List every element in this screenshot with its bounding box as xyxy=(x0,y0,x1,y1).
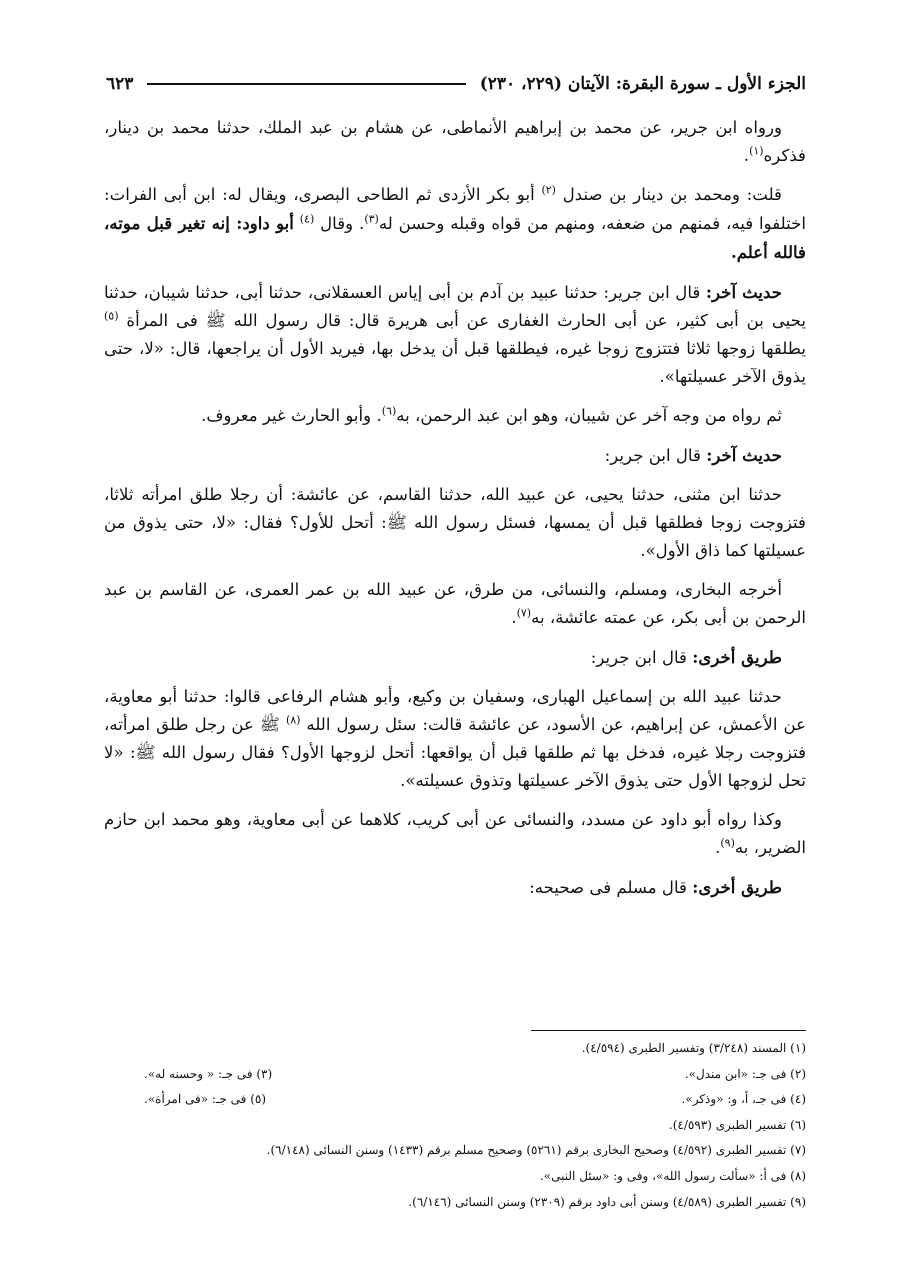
footnote-2: (٢) فى جـ: «ابن مندل». xyxy=(684,1066,806,1081)
paragraph-2: قلت: ومحمد بن دينار بن صندل $^{(٢)}$ أبو بكر الأزدى ثم الطاحى البصرى، ويقال له: ابن أبى الفرات: اختلفوا فيه، فمنهم من ضعفه، ومنهم من قواه وقبله وحسن له$^{(٣)}$. وقال $^{(٤)}$ أبو داود: إنه تغير قبل موته، فالله أعلم. xyxy=(104,183,806,262)
page-number: ٦٢٣ xyxy=(106,74,134,94)
section-heading-1: حديث آخر: قال ابن جرير: xyxy=(604,445,782,465)
section-heading-2: طريق أخرى: قال ابن جرير: xyxy=(590,647,782,667)
footnote-ref: (٥) xyxy=(104,309,119,323)
footnote-3: (٣) فى جـ: « وحسنه له». xyxy=(144,1066,273,1081)
footnote-ref: (٣) xyxy=(364,212,379,226)
paragraph-8: وكذا رواه أبو داود عن مسدد، والنسائى عن أبى كريب، كلاهما عن أبى معاوية، وهو محمد ابن حازم الضرير، به$^{(٩)}$. xyxy=(104,810,806,857)
paragraph-7: حدثنا عبيد الله بن إسماعيل الهبارى، وسفيان بن وكيع، وأبو هشام الرفاعى قالوا: حدثنا أبو معاوية، عن الأعمش، عن إبراهيم، عن الأسود، عن عائشة قالت: سئل رسول الله $^{(٨)}$ ﷺ عن رجل طلق امرأته، فتزوجت رجلا غيره، فدخل بها ثم طلقها قبل أن يواقعها: أتحل لزوجها الأول؟ فقال رسول الله ﷺ: «لا تحل لزوجها الأول حتى يذوق الآخر عسيلتها وتذوق عسيلته». xyxy=(104,687,806,790)
footnote-ref: (٤) xyxy=(299,212,315,226)
footnotes xyxy=(104,1036,806,1215)
header-title: الجزء الأول ـ سورة البقرة: الآيتان (٢٢٩، ٢٣٠) xyxy=(479,74,806,94)
footnote-7: (٧) تفسير الطبرى (٤/٥٩٢) وصحيح البخارى برقم (٥٢٦١) وصحيح مسلم برقم (١٤٣٣) وسنن النسائى (٦/١٤٨). xyxy=(266,1143,806,1158)
footnote-6: (٦) تفسير الطبرى (٤/٥٩٣). xyxy=(668,1117,806,1132)
footnote-ref: (٦) xyxy=(381,404,397,418)
footnote-row xyxy=(104,1062,806,1088)
footnote-ref: (٧) xyxy=(516,606,532,620)
paragraph-1: ورواه ابن جرير، عن محمد بن إبراهيم الأنماطى، عن هشام بن عبد الملك، حدثنا محمد بن دينار، فذكره$^{(١)}$. xyxy=(104,118,806,165)
footnote-ref: (١) xyxy=(749,144,764,158)
footnote-8: (٨) فى أ: «سألت رسول الله»، وفى و: «سئل النبى». xyxy=(539,1168,806,1183)
footnote-ref: (٩) xyxy=(720,836,735,850)
footnote-ref: (٢) xyxy=(541,183,556,197)
footnote-ref: (٨) xyxy=(285,713,301,727)
paragraph-6: أخرجه البخارى، ومسلم، والنسائى، من طرق، عن عبيد الله بن عمر العمرى، عن القاسم بن عبد الرحمن بن أبى بكر، عن عمته عائشة، به$^{(٧)}$. xyxy=(104,580,806,627)
section-heading-3: طريق أخرى: قال مسلم فى صحيحه: xyxy=(529,877,782,897)
main-text xyxy=(104,114,806,913)
header-rule xyxy=(147,83,465,85)
footnote-1: (١) المسند (٣/٢٤٨) وتفسير الطبرى (٤/٥٩٤). xyxy=(581,1041,806,1055)
running-header xyxy=(106,70,806,98)
footnote-4: (٤) فى جـ، أ، و: «وذكر». xyxy=(681,1092,806,1107)
footnote-row xyxy=(104,1087,806,1113)
paragraph-3: حديث آخر: قال ابن جرير: حدثنا عبيد بن آدم بن أبى إياس العسقلانى، حدثنا أبى، حدثنا شيبان، حدثنا يحيى بن أبى كثير، عن أبى الحارث الغفارى عن أبى هريرة قال: قال رسول الله ﷺ فى المرأة $^{(٥)}$ يطلقها زوجها ثلاثا فتتزوج زوجا غيره، فيطلقها قبل أن يدخل بها، فيريد الأول أن يراجعها، قال: «لا، حتى يذوق الآخر عسيلتها». xyxy=(104,282,806,386)
footnote-9: (٩) تفسير الطبرى (٤/٥٨٩) وسنن أبى داود برقم (٢٣٠٩) وسنن النسائى (٦/١٤٦). xyxy=(408,1194,806,1209)
paragraph-5: حدثنا ابن مثنى، حدثنا يحيى، عن عبيد الله، حدثنا القاسم، عن عائشة: أن رجلا طلق امرأته ثلاثا، فتزوجت زوجا فطلقها قبل أن يمسها، فسئل رسول الله ﷺ: أتحل للأول؟ فقال: «لا، حتى يذوق من عسيلتها كما ذاق الأول». xyxy=(104,485,806,560)
footnote-rule xyxy=(531,1030,806,1031)
paragraph-4: ثم رواه من وجه آخر عن شيبان، وهو ابن عبد الرحمن، به$^{(٦)}$. وأبو الحارث غير معروف. xyxy=(201,404,782,425)
section-label: حديث آخر: xyxy=(705,282,783,302)
footnote-5: (٥) فى جـ: «فى امرأة». xyxy=(144,1092,267,1107)
